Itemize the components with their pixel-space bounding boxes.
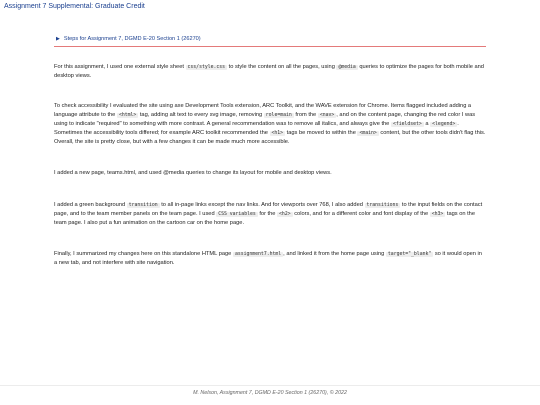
- code-snippet: <h1>: [271, 131, 284, 137]
- main-content: [54, 36, 486, 268]
- footer-divider: [0, 385, 540, 386]
- text: for the: [257, 210, 278, 217]
- code-snippet: transitions: [366, 202, 399, 208]
- code-snippet: role=main: [265, 112, 292, 118]
- code-snippet: transition: [128, 202, 158, 208]
- text: I added a green background: [54, 201, 127, 208]
- disclosure-triangle-icon[interactable]: ▶: [56, 36, 60, 42]
- text: For this assignment, I used one external style sheet: [54, 64, 186, 70]
- paragraph-stylesheet: [54, 63, 486, 80]
- paragraph-new-page: I added a new page, teams.html, and used @media queries to change its layout for mobile and desktop views.: [54, 170, 332, 177]
- code-snippet: <h3>: [431, 211, 444, 217]
- text: to style the content on all the pages, using: [227, 64, 337, 70]
- code-snippet: target="_blank": [387, 252, 432, 258]
- text: , and on the content page, changing the red color I was using to indicate "required" to something with more contrast. A general recommendation was to remove all italics, and always give the: [54, 111, 476, 127]
- text: queries to optimize the pages for both mobile and desktop views.: [54, 64, 484, 80]
- text: tags on the team page. I also put a fun animation on the cartoon car on the home page.: [54, 210, 476, 227]
- paragraph-summary: [54, 250, 486, 267]
- text: a: [423, 120, 431, 127]
- text: Finally, I summarized my changes here on this standalone HTML page: [54, 251, 233, 258]
- text: from the: [293, 111, 318, 118]
- code-snippet: assignment7.html: [234, 252, 282, 258]
- code-snippet: css/style.css: [187, 65, 226, 70]
- text: To check accessibility I evaluated the site using axe Development Tools extension, ARC Toolkit, and the WAVE extension for Chrome. Items flagged included adding a language attribute to the: [54, 103, 472, 118]
- summary-divider: [54, 46, 486, 47]
- code-snippet: <h2>: [279, 211, 291, 217]
- paragraph-accessibility: [54, 102, 486, 146]
- page-title: Assignment 7 Supplemental: Graduate Credit: [4, 3, 145, 10]
- code-snippet: @media: [338, 65, 356, 70]
- text: , and linked it from the home page using: [283, 251, 386, 258]
- code-snippet: <fieldset>: [392, 121, 422, 127]
- code-snippet: <nav>: [319, 112, 335, 118]
- code-snippet: <main>: [359, 131, 377, 137]
- paragraph-transitions: [54, 201, 486, 228]
- text: content, but the other tools didn't flag this. Overall, the site is pretty close, but with a few changes it can be made much more accessible.: [54, 130, 486, 146]
- text: to the input fields on the contact page, and to the team member panels on the team page. I used: [54, 201, 483, 217]
- text: to all in-page links except the nav links. And for viewports over 768, I also added: [159, 201, 365, 208]
- code-snippet: CSS variables: [218, 211, 256, 217]
- text: tags be moved to within the: [285, 130, 358, 137]
- code-snippet: <legend>: [432, 121, 456, 127]
- text: so it would open in a new tab, and not interfere with site navigation.: [54, 251, 482, 267]
- text: tag, adding alt text to every svg image, removing: [138, 111, 264, 118]
- footer: M. Nelson, Assignment 7, DGMD E-20 Section 1 (26270), © 2022: [193, 390, 347, 396]
- code-snippet: <html>: [118, 112, 137, 118]
- text: . Sometimes the accessibility tools differed; for example ARC toolkit recommended the: [54, 120, 459, 137]
- details-summary[interactable]: [54, 36, 486, 46]
- text: colors, and for a different color and font display of the: [292, 210, 430, 217]
- summary-label[interactable]: Steps for Assignment 7, DGMD E-20 Section 1 (26270): [63, 36, 201, 42]
